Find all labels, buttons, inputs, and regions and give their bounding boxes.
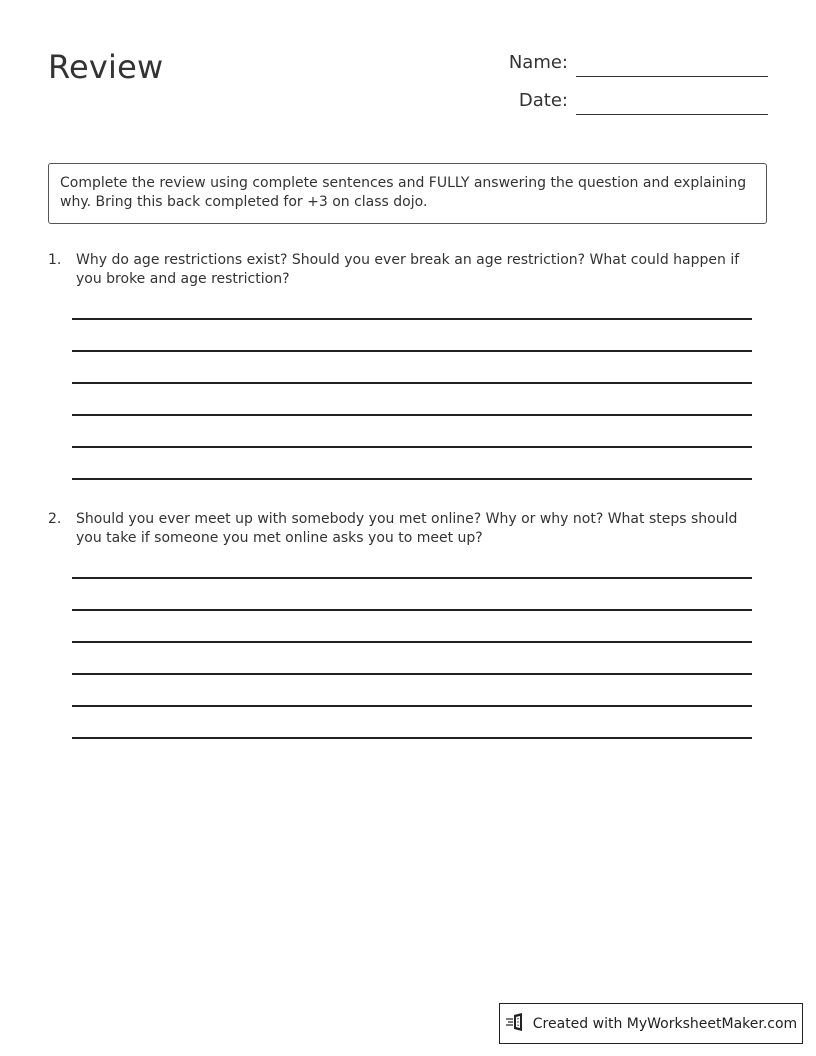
answer-line[interactable] xyxy=(72,382,752,384)
answer-line[interactable] xyxy=(72,414,752,416)
answer-line[interactable] xyxy=(72,705,752,707)
footer-text: Created with MyWorksheetMaker.com xyxy=(532,1015,798,1032)
answer-line[interactable] xyxy=(72,350,752,352)
answer-line[interactable] xyxy=(72,609,752,611)
question-number: 2. xyxy=(48,511,62,527)
name-label: Name: xyxy=(508,52,568,73)
worksheet-maker-logo-icon xyxy=(505,1012,533,1036)
answer-line[interactable] xyxy=(72,478,752,480)
instructions-text: Complete the review using complete sentences and FULLY answering the question and explaining why. Bring this back completed for +3 on class dojo. xyxy=(60,175,747,210)
question-number: 1. xyxy=(48,252,62,268)
answer-line[interactable] xyxy=(72,318,752,320)
footer-badge[interactable] xyxy=(499,1003,803,1044)
answer-line[interactable] xyxy=(72,446,752,448)
answer-line[interactable] xyxy=(72,577,752,579)
question-text: Why do age restrictions exist? Should you ever break an age restriction? What could happen if you broke and age restriction? xyxy=(76,252,740,287)
date-label: Date: xyxy=(518,90,568,111)
name-field[interactable] xyxy=(576,76,768,77)
answer-line[interactable] xyxy=(72,641,752,643)
page-title: Review xyxy=(48,48,164,86)
question-1 xyxy=(48,251,760,289)
answer-line[interactable] xyxy=(72,673,752,675)
question-2 xyxy=(48,510,760,548)
date-field[interactable] xyxy=(576,114,768,115)
question-text: Should you ever meet up with somebody you met online? Why or why not? What steps should you take if someone you met online asks you to meet up? xyxy=(76,511,738,546)
answer-line[interactable] xyxy=(72,737,752,739)
instructions-box xyxy=(48,163,767,224)
